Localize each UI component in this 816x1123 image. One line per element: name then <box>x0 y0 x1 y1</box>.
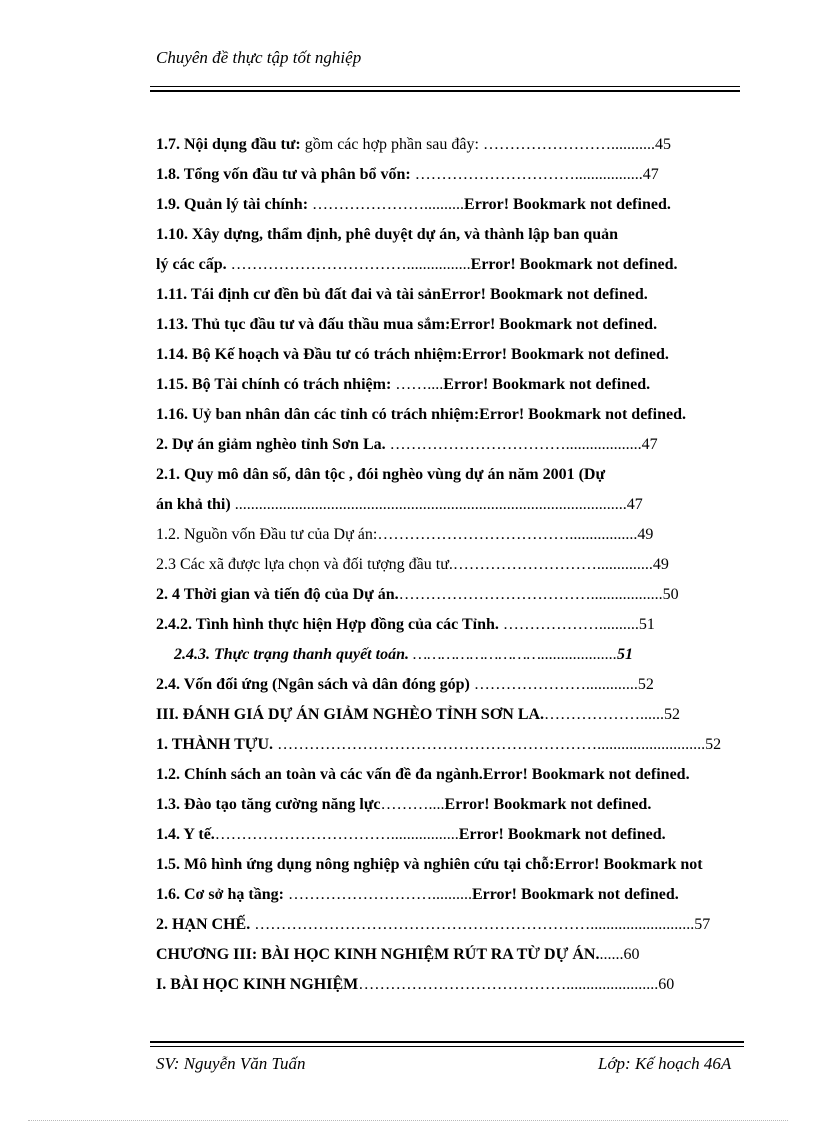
toc-entry-page: 47 <box>642 166 659 183</box>
toc-entry-title: 1.2. Nguồn vốn Đầu tư của Dự án: <box>156 526 378 543</box>
toc-entry[interactable] <box>156 190 796 220</box>
toc-entry[interactable] <box>156 550 796 580</box>
toc-entry-page: 51 <box>617 646 634 663</box>
toc-entry-page: 51 <box>638 616 655 633</box>
toc-entry-error: Error! Bookmark not defined. <box>450 316 658 333</box>
toc-entry-error: Error! Bookmark not defined. <box>444 796 652 813</box>
toc-entry-title: 1.11. Tái định cư đền bù đất đai và tài sản <box>156 286 441 303</box>
toc-entry-page: 49 <box>637 526 654 543</box>
toc-entry-title: 1.4. Y tế. <box>156 826 215 843</box>
toc-entry-title: 1.13. Thủ tục đầu tư và đấu thầu mua sắm: <box>156 316 451 333</box>
toc-entry-leader: …………………………................. <box>410 166 643 183</box>
toc-entry-title: 1.3. Đào tạo tăng cường năng lực <box>156 796 381 813</box>
toc-entry[interactable] <box>156 790 796 820</box>
toc-entry-title: I. BÀI HỌC KINH NGHIỆM <box>156 976 359 993</box>
toc-entry-leader: ……………………………………………………….......................... <box>250 916 695 933</box>
toc-entry-leader: ...... <box>599 946 624 963</box>
toc-entry[interactable] <box>156 940 796 970</box>
toc-entry[interactable] <box>156 250 796 280</box>
toc-entry-title: 2.4.3. Thực trạng thanh quyết toán. <box>174 646 409 663</box>
toc-entry-title: 2.3 Các xã được lựa chọn và đối tượng đầu tư. <box>156 556 453 573</box>
toc-entry[interactable] <box>156 700 796 730</box>
toc-entry-title: CHƯƠNG III: BÀI HỌC KINH NGHIỆM RÚT RA TỪ DỰ ÁN. <box>156 946 600 963</box>
toc-entry-page: 45 <box>654 136 671 153</box>
toc-entry[interactable] <box>156 580 796 610</box>
toc-entry-error: Error! Bookmark not defined. <box>464 196 671 213</box>
footer-student-name: SV: Nguyễn Văn Tuấn <box>156 1054 306 1073</box>
table-of-contents <box>156 130 796 1000</box>
toc-entry-leader: .................................................................................................. <box>230 496 627 513</box>
toc-entry-title: 1.7. Nội dụng đầu tư: <box>156 136 301 153</box>
toc-entry-page: 60 <box>658 976 675 993</box>
toc-entry-error: Error! Bookmark not defined. <box>443 376 651 393</box>
toc-entry-leader: ……………………………………………………........................... <box>273 736 706 753</box>
toc-entry-title: 2. Dự án giảm nghèo tỉnh Sơn La. <box>156 436 386 453</box>
footer-rule-thick <box>150 1041 744 1043</box>
toc-entry[interactable] <box>156 820 796 850</box>
toc-entry-error: Error! Bookmark not defined. <box>458 826 666 843</box>
toc-entry[interactable] <box>156 850 796 880</box>
toc-entry-page: 49 <box>652 556 669 573</box>
toc-entry-error: Error! Bookmark not defined. <box>462 346 669 363</box>
page-bottom-divider <box>28 1120 788 1121</box>
toc-entry[interactable] <box>156 670 796 700</box>
toc-entry-page: 60 <box>623 946 640 963</box>
toc-entry-leader: …….... <box>391 376 444 393</box>
toc-entry[interactable] <box>156 280 796 310</box>
toc-entry-title: 1.14. Bộ Kế hoạch và Đầu tư có trách nhiệm: <box>156 346 463 363</box>
toc-entry-leader: ……………………………................ <box>226 256 471 273</box>
toc-entry-error: Error! Bookmark not <box>554 856 703 873</box>
toc-entry-leader: ……………….......... <box>498 616 639 633</box>
toc-entry[interactable] <box>156 340 796 370</box>
toc-entry-leader: …………………………………....................... <box>358 976 659 993</box>
toc-entry-leader: ……………………….............. <box>452 556 653 573</box>
toc-entry-title: 2.1. Quy mô dân số, dân tộc , đói nghèo vùng dự án năm 2001 (Dự <box>156 466 606 483</box>
toc-entry-title: III. ĐÁNH GIÁ DỰ ÁN GIẢM NGHÈO TỈNH SƠN LA. <box>156 706 545 723</box>
toc-entry[interactable] <box>156 130 796 160</box>
toc-entry-title: 2. 4 Thời gian và tiến độ của Dự án. <box>156 586 399 603</box>
toc-entry-title: lý các cấp. <box>156 256 227 273</box>
toc-entry-page: 52 <box>705 736 722 753</box>
header-rule-thick <box>150 90 740 92</box>
toc-entry[interactable] <box>156 760 796 790</box>
header-rule-thin <box>150 86 740 87</box>
toc-entry-title-rest: gồm các hợp phần sau đây: <box>300 136 479 153</box>
toc-entry-leader: ……………………………................. <box>214 826 459 843</box>
toc-entry-error: Error! Bookmark not defined. <box>470 256 678 273</box>
toc-entry[interactable] <box>156 160 796 190</box>
toc-entry-error: Error! Bookmark not defined. <box>479 406 686 423</box>
toc-entry-page: 57 <box>694 916 711 933</box>
toc-entry[interactable] <box>156 220 796 250</box>
toc-entry[interactable] <box>156 400 796 430</box>
toc-entry-leader: ………………………………................. <box>377 526 638 543</box>
toc-entry[interactable] <box>156 430 796 460</box>
toc-entry-page: 52 <box>637 676 654 693</box>
toc-entry[interactable] <box>156 640 796 670</box>
toc-entry-leader: ………………………................... <box>408 646 618 663</box>
page-header-title: Chuyên đề thực tập tốt nghiệp <box>156 48 362 67</box>
toc-entry-leader: ……………………………….................. <box>398 586 663 603</box>
toc-entry-error: Error! Bookmark not defined. <box>482 766 690 783</box>
toc-entry-title: 1.8. Tổng vốn đầu tư và phân bổ vốn: <box>156 166 411 183</box>
toc-entry[interactable] <box>156 880 796 910</box>
toc-entry[interactable] <box>156 730 796 760</box>
toc-entry-title: 1.2. Chính sách an toàn và các vấn đề đa ngành. <box>156 766 483 783</box>
toc-entry-title: 1.16. Uỷ ban nhân dân các tỉnh có trách nhiệm: <box>156 406 480 423</box>
toc-entry-title: 1. THÀNH TỰU. <box>156 736 274 753</box>
toc-entry[interactable] <box>156 370 796 400</box>
toc-entry-title: 1.5. Mô hình ứng dụng nông nghiệp và nghiên cứu tại chỗ: <box>156 856 555 873</box>
toc-entry[interactable] <box>156 520 796 550</box>
toc-entry-leader: ……………………........... <box>478 136 655 153</box>
toc-entry-leader: ………………...... <box>544 706 665 723</box>
toc-entry-title: 1.15. Bộ Tài chính có trách nhiệm: <box>156 376 392 393</box>
toc-entry[interactable] <box>156 610 796 640</box>
toc-entry[interactable] <box>156 460 796 490</box>
toc-entry[interactable] <box>156 310 796 340</box>
toc-entry-error: Error! Bookmark not defined. <box>471 886 679 903</box>
toc-entry-page: 50 <box>662 586 679 603</box>
toc-entry-leader: ……….... <box>380 796 445 813</box>
toc-entry-error: Error! Bookmark not defined. <box>440 286 648 303</box>
toc-entry-leader: ……………………….......... <box>283 886 472 903</box>
toc-entry-title: 1.10. Xây dựng, thẩm định, phê duyệt dự án, và thành lập ban quản <box>156 226 619 243</box>
toc-entry-page: 47 <box>626 496 643 513</box>
toc-entry-title: 2. HẠN CHẾ. <box>156 916 251 933</box>
footer-class-name: Lớp: Kế hoạch 46A <box>598 1054 732 1073</box>
toc-entry-leader: ………………….......... <box>308 196 465 213</box>
toc-entry-leader: ……………………………................... <box>385 436 642 453</box>
toc-entry-page: 47 <box>641 436 658 453</box>
toc-entry-title: 2.4.2. Tình hình thực hiện Hợp đồng của các Tỉnh. <box>156 616 499 633</box>
toc-entry-title: 2.4. Vốn đối ứng (Ngân sách và dân đóng góp) <box>156 676 470 693</box>
toc-entry[interactable] <box>156 970 796 1000</box>
toc-entry-leader: …………………............. <box>469 676 638 693</box>
toc-entry-title: 1.9. Quản lý tài chính: <box>156 196 309 213</box>
toc-entry[interactable] <box>156 490 796 520</box>
toc-entry-page: 52 <box>664 706 681 723</box>
toc-entry-title: 1.6. Cơ sở hạ tầng: <box>156 886 284 903</box>
footer-rule-thin <box>150 1046 744 1047</box>
toc-entry-title: án khả thi) <box>156 496 231 513</box>
toc-entry[interactable] <box>156 910 796 940</box>
